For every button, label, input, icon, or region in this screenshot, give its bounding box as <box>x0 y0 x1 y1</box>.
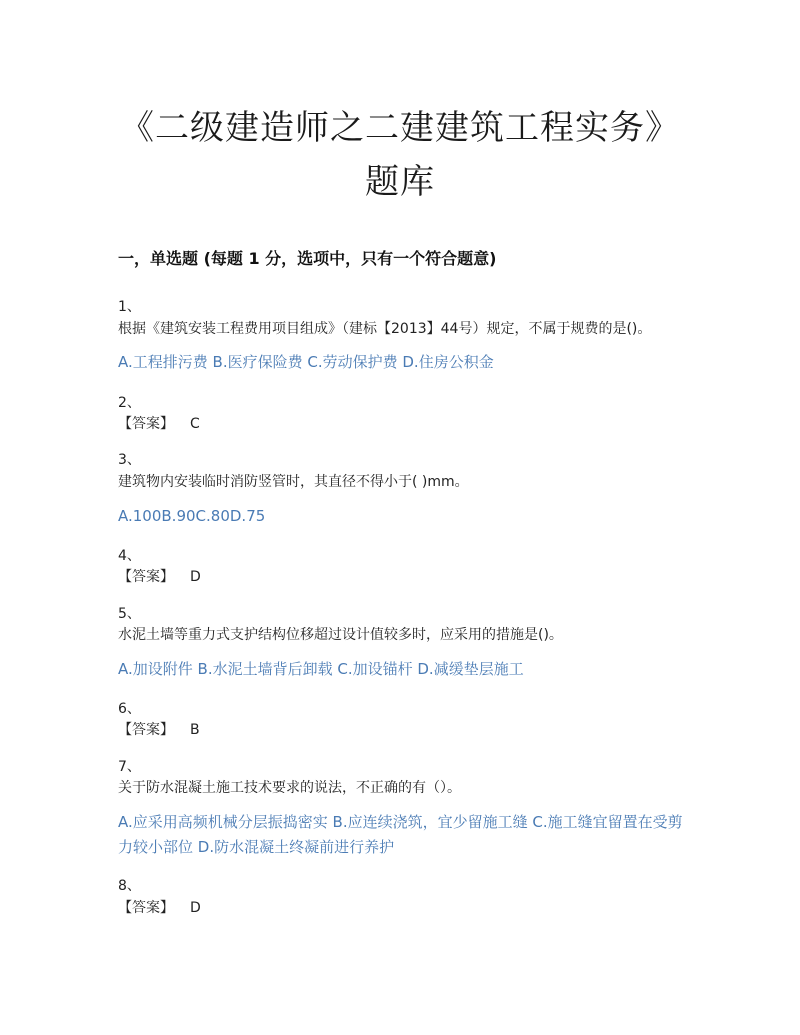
answer-row <box>118 719 200 739</box>
answer-value: D <box>190 569 201 585</box>
answer-value: C <box>190 416 200 432</box>
question-number: 2、 <box>118 395 141 411</box>
question-number: 8、 <box>118 878 141 894</box>
document-subtitle: 题库 <box>365 162 435 202</box>
question-number: 1、 <box>118 299 141 315</box>
answer-value: B <box>190 722 200 738</box>
question-options: A.加设附件 B.水泥土墙背后卸载 C.加设锚杆 D.减缓垫层施工 <box>118 660 524 678</box>
answer-label: 【答案】 <box>118 722 174 738</box>
document-title: 《二级建造师之二建建筑工程实务》 <box>120 108 680 148</box>
question-text: 水泥土墙等重力式支护结构位移超过设计值较多时，应采用的措施是()。 <box>118 627 563 643</box>
answer-row <box>118 897 201 917</box>
answer-row <box>118 413 200 433</box>
answer-row <box>118 566 201 586</box>
answer-value: D <box>190 900 201 916</box>
answer-label: 【答案】 <box>118 416 174 432</box>
question-options: A.100B.90C.80D.75 <box>118 507 266 525</box>
question-text: 根据《建筑安装工程费用项目组成》（建标【2013】44号）规定，不属于规费的是()。 <box>118 321 652 337</box>
question-number: 5、 <box>118 606 141 622</box>
question-text: 建筑物内安装临时消防竖管时，其直径不得小于( )mm。 <box>118 474 469 490</box>
section-heading: 一，单选题 (每题 1 分，选项中，只有一个符合题意) <box>118 249 497 268</box>
question-number: 7、 <box>118 759 141 775</box>
question-number: 6、 <box>118 701 141 717</box>
question-text: 关于防水混凝土施工技术要求的说法，不正确的有（）。 <box>118 780 461 796</box>
question-options: A.工程排污费 B.医疗保险费 C.劳动保护费 D.住房公积金 <box>118 353 494 371</box>
answer-label: 【答案】 <box>118 900 174 916</box>
question-options: A.应采用高频机械分层振捣密实 B.应连续浇筑，宜少留施工缝 C.施工缝宜留置在受剪力较小部位 D.防水混凝土终凝前进行养护 <box>118 813 683 856</box>
answer-label: 【答案】 <box>118 569 174 585</box>
question-number: 4、 <box>118 548 141 564</box>
question-number: 3、 <box>118 452 141 468</box>
